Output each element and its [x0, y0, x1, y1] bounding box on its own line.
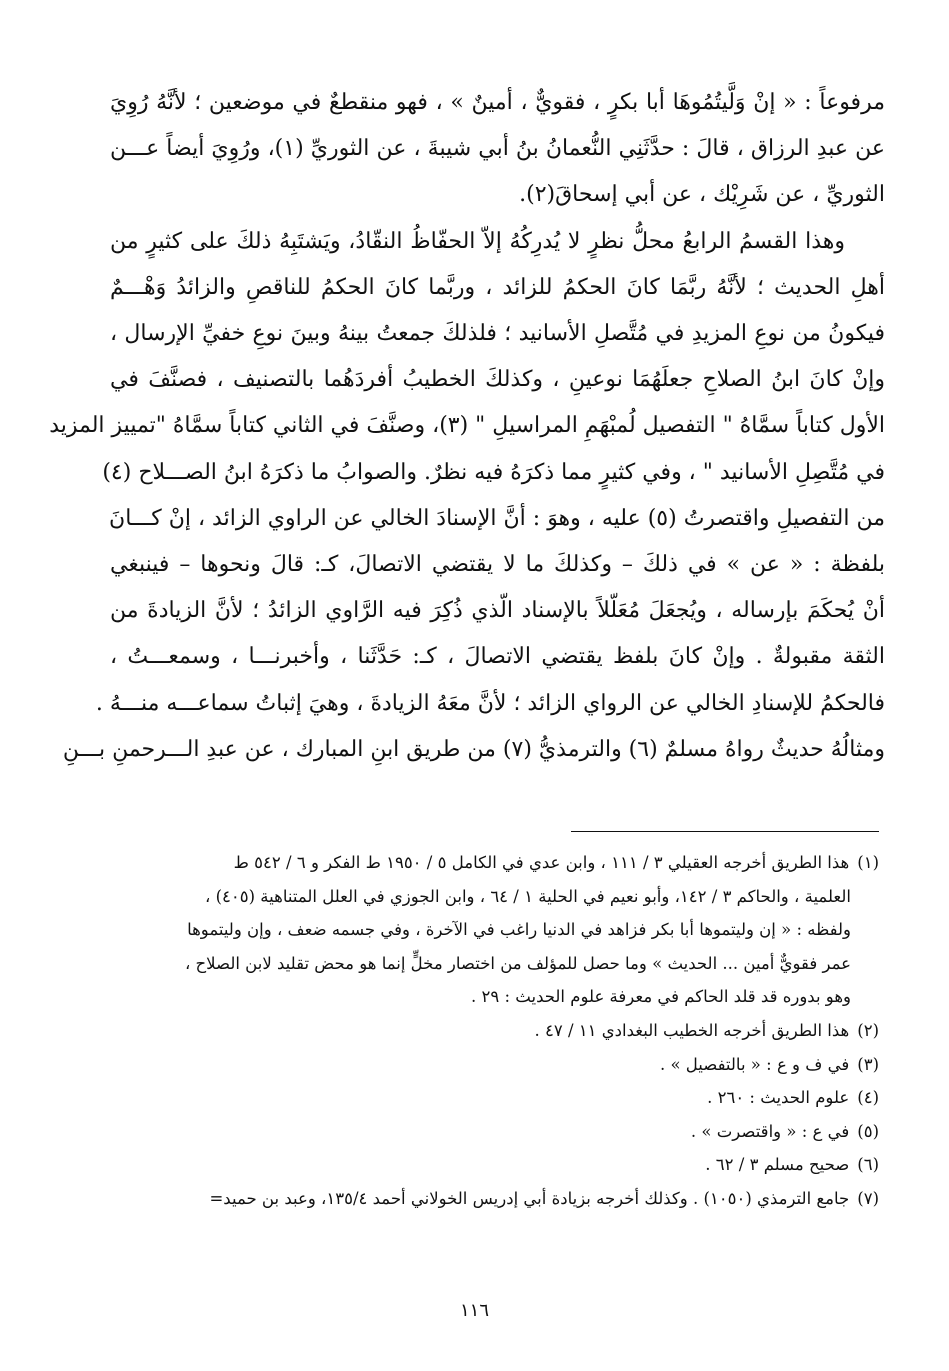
text-line: في مُتَّصِلِ الأسانيد " ، وفي كثيرٍ مما ذكرَهُ فيه نظرٌ. والصوابُ ما ذكرَهُ ابنُ الصـــلاح (٤) — [102, 459, 885, 485]
footnote-6 — [111, 1148, 879, 1182]
footnote-text: هذا الطريق أخرجه العقيلي ٣ / ١١١ ، وابن عدي في الكامل ٥ / ١٩٥٠ ط الفكر و ٦ / ٥٤٢ ط — [233, 853, 850, 872]
footnote-number: (١) — [857, 853, 879, 872]
footnote-text: جامع الترمذي (١٠٥٠) . وكذلك أخرجه بزيادة أبي إدريس الخولاني أحمد ١٣٥/٤، وعبد بن حميد= — [209, 1188, 850, 1208]
footnote-1 — [111, 846, 879, 1014]
footnote-text: ولفظه : « إن وليتموها أبا بكر فزاهد في الدنيا راغب في الآخرة ، وفي جسمه ضعف ، وإن وليتموها — [187, 920, 851, 940]
footnote-7 — [111, 1182, 879, 1216]
text-line: الثقة مقبولةٌ . وإنْ كانَ بلفظ يقتضي الاتصالَ ، كـ: حَدَّثَنا ، وأخبرنـــا ، وسمعـــتُ ، — [110, 644, 885, 670]
footnotes-section — [111, 846, 879, 1216]
footnote-text: وهو بدوره قد قلد الحاكم في معرفة علوم الحديث : ٢٩ . — [471, 987, 851, 1007]
footnote-text: في ف و ع : « بالتفصيل » . — [659, 1054, 850, 1074]
footnote-number: (٦) — [857, 1155, 879, 1175]
text-line: وهذا القسمُ الرابعُ محلُّ نظرٍ لا يُدرِكُهُ إلاّ الحفّاظُ النقّادُ، ويَشتَبِهُ ذلكَ على كثيرٍ من — [110, 228, 845, 254]
text-line: وإنْ كانَ ابنُ الصلاحِ جعلَهُمَا نوعينِ ، وكذلكَ الخطيبُ أفردَهُما بالتصنيف ، فصنَّفَ في — [110, 367, 885, 393]
footnote-divider — [571, 831, 879, 832]
footnote-text: العلمية ، والحاكم ٣ / ١٤٢، وأبو نعيم في الحلية ١ / ٦٤ ، وابن الجوزي في العلل المتناهية (٤٠٥) ، — [205, 886, 851, 906]
footnote-4 — [111, 1081, 879, 1115]
footnote-text: عمر فقويٌّ أمين ... الحديث » وما حصل للمؤلف من اختصار مخلٍّ إنما هو محض تقليد لابن الصلاح ، — [184, 953, 851, 973]
footnote-number: (٧) — [857, 1188, 879, 1208]
text-line: أهلِ الحديث ؛ لأنَّهُ ربَّمَا كانَ الحكمُ للزائد ، وربَّما كانَ الحكمُ للناقصِ والزائدُ وَهْـــمٌ — [110, 274, 885, 300]
footnote-number: (٢) — [857, 1020, 879, 1040]
text-line: الأول كتاباً سمَّاهُ " التفصيل لُمبْهَمِ المراسيلِ " (٣)، وصنَّفَ في الثاني كتاباً سمَّاهُ "تمييز المزيد — [49, 413, 885, 439]
text-line: من التفصيلِ واقتصرتُ (٥) عليه ، وهوَ : أنَّ الإسنادَ الخالي عن الراوي الزائد ، إنْ كـــانَ — [109, 505, 885, 531]
text-line: ومثالُهُ حديثٌ رواهُ مسلمٌ (٦) والترمذيُّ (٧) من طريق ابنِ المبارك ، عن عبدِ الـــرحمنِ بـــنِ — [62, 736, 885, 762]
footnote-2 — [111, 1014, 879, 1048]
footnote-number: (٥) — [857, 1121, 879, 1141]
footnote-text: صحيح مسلم ٣ / ٦٢ . — [705, 1155, 850, 1175]
footnote-text: هذا الطريق أخرجه الخطيب البغدادي ١١ / ٤٧ . — [534, 1020, 850, 1040]
main-text-block — [49, 80, 885, 773]
paragraph-2 — [49, 219, 885, 773]
text-line: فيكونُ من نوعِ المزيدِ في مُتَّصلِ الأسانيد ؛ فلذلكَ جمعتُ بينهُ وبينَ نوعِ خفيِّ الإرسال ، — [110, 321, 885, 347]
footnote-3 — [111, 1048, 879, 1082]
paragraph-1 — [110, 80, 885, 219]
footnote-number: (٣) — [857, 1054, 879, 1074]
text-line: مرفوعاً : « إنْ وَلَّيتُمُوهَا أبا بكرٍ ، فقويٌّ ، أمينٌ » ، فهو منقطعٌ في موضعين ؛ لأنَّهُ رُوِيَ — [110, 90, 885, 115]
text-line: أنْ يُحكَمَ بإرساله ، ويُجعَلَ مُعَلّلاً بالإسناد الّذي ذُكِرَ فيه الرَّاوي الزائدُ ؛ لأنَّ الزيادةَ من — [110, 598, 885, 624]
text-line: فالحكمُ للإسنادِ الخالي عن الرواي الزائد ؛ لأنَّ معَهُ الزيادةَ ، وهيَ إثباتُ سماعـــه منـــهُ . — [95, 690, 885, 716]
text-line: بلفظة : « عن » في ذلكَ – وكذلكَ ما لا يقتضي الاتصالَ، كـ: قالَ ونحوها – فينبغي — [110, 552, 885, 578]
footnote-5 — [111, 1115, 879, 1149]
footnote-number: (٤) — [857, 1088, 879, 1108]
footnote-text: في ع : « واقتصرت » . — [690, 1121, 850, 1141]
text-line: عن عبدِ الرزاق ، قالَ : حدَّثَنِي النُّعمانُ بنُ أبي شيبةَ ، عن الثوريِّ (١)، ورُوِيَ أيضاً عـــن — [110, 136, 885, 162]
footnote-text: علوم الحديث : ٢٦٠ . — [707, 1088, 850, 1108]
page-number: ١١٦ — [459, 1300, 489, 1321]
text-line: الثوريِّ ، عن شَرِيْك ، عن أبي إسحاقَ(٢). — [519, 182, 885, 208]
